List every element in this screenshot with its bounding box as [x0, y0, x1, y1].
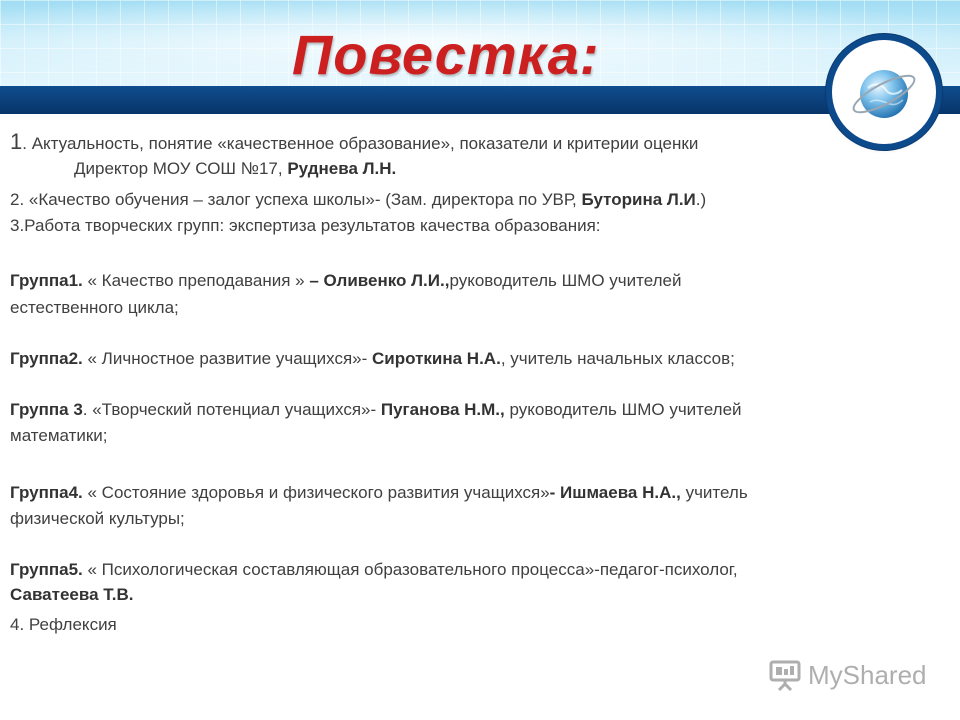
group-3: [10, 397, 742, 422]
agenda-item-2: [10, 187, 706, 212]
agenda-item-3: 3.Работа творческих групп: экспертиза результатов качества образования:: [10, 216, 601, 235]
group-2-label: Группа2.: [10, 349, 83, 368]
group-2-speaker: Сироткина Н.А.: [372, 349, 501, 368]
group-5-speaker-line: [10, 582, 133, 607]
group-3-role: руководитель ШМО учителей: [504, 400, 742, 419]
group-2: [10, 346, 735, 371]
agenda-item-1-speaker-line: [74, 156, 396, 181]
group-1-role: руководитель ШМО учителей: [449, 271, 682, 290]
agenda-item-2-speaker: Буторина Л.И: [581, 190, 696, 209]
globe-badge: [832, 40, 936, 144]
group-1-role-cont: естественного цикла;: [10, 298, 179, 317]
group-5-role: -педагог-психолог,: [594, 560, 738, 579]
slide-title: Повестка:: [292, 23, 600, 86]
agenda-item-1-text: . Актуальность, понятие «качественное образование», показатели и критерии оценки: [22, 134, 699, 153]
agenda-item-1: [10, 129, 698, 156]
group-3-speaker: Пуганова Н.М.,: [380, 400, 505, 419]
globe-icon: [846, 54, 922, 130]
group-3-topic: . «Творческий потенциал учащихся»-: [82, 400, 381, 419]
watermark-brand: MyShared: [808, 659, 927, 690]
group-5-label: Группа5.: [10, 560, 83, 579]
group-1-label: Группа1.: [10, 271, 83, 290]
group-4-label: Группа4.: [10, 483, 83, 502]
group-3-role-cont: математики;: [10, 426, 108, 445]
group-2-role: , учитель начальных классов;: [500, 349, 735, 368]
agenda-item-1-speaker-prefix: Директор МОУ СОШ №17,: [74, 159, 288, 178]
group-1-speaker: – Оливенко Л.И.,: [309, 271, 450, 290]
group-4-topic: « Состояние здоровья и физического развития учащихся»: [82, 483, 550, 502]
group-4-role-cont: физической культуры;: [10, 509, 185, 528]
group-3-label: Группа 3: [10, 400, 83, 419]
group-5-speaker: Саватеева Т.В.: [10, 585, 134, 604]
group-4-role: учитель: [680, 483, 748, 502]
agenda-item-1-speaker: Руднева Л.Н.: [287, 159, 397, 178]
group-2-topic: « Личностное развитие учащихся»-: [82, 349, 372, 368]
myshared-watermark: [768, 658, 927, 692]
agenda-item-2-suffix: .): [695, 190, 707, 209]
presentation-board-icon: [768, 659, 802, 691]
group-1-topic: « Качество преподавания »: [82, 271, 310, 290]
group-5: [10, 557, 738, 582]
agenda-item-2-text: 2. «Качество обучения – залог успеха школы»- (Зам. директора по УВР,: [10, 190, 582, 209]
header-dark-bar: [0, 86, 960, 114]
agenda-item-1-number: 1: [10, 129, 23, 154]
group-1: [10, 268, 682, 293]
group-4-speaker: - Ишмаева Н.А.,: [549, 483, 681, 502]
group-5-topic: « Психологическая составляющая образовательного процесса»: [82, 560, 595, 579]
group-4: [10, 480, 748, 505]
agenda-item-4: 4. Рефлексия: [10, 615, 117, 634]
